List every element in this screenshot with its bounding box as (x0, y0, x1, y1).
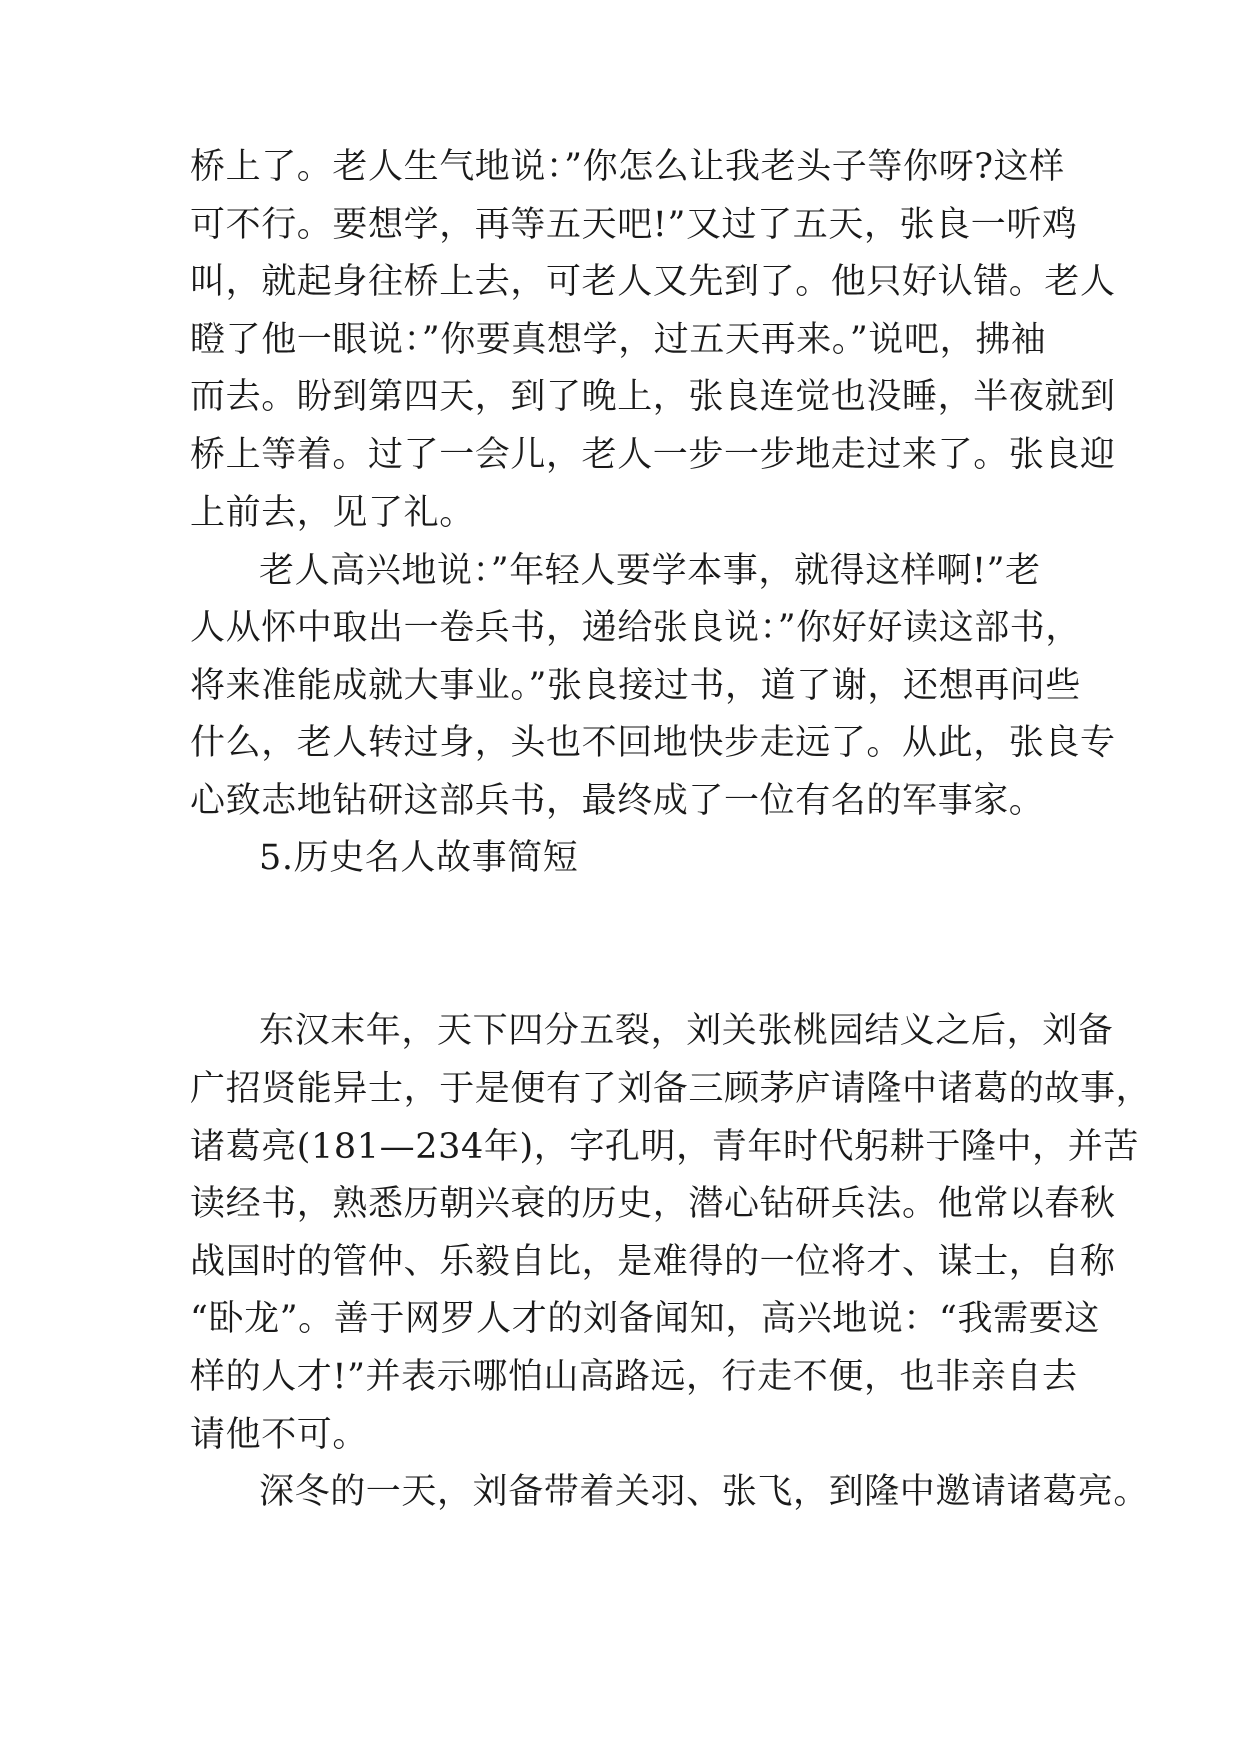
paragraph-3-line-6: “卧龙”。善于网罗人才的刘备闻知，高兴地说：“我需要这 (190, 1299, 1100, 1339)
paragraph-3-line-5: 战国时的管仲、乐毅自比，是难得的一位将才、谋士，自称 (190, 1242, 1116, 1282)
paragraph-3-line-4: 读经书，熟悉历朝兴衰的历史，潜心钻研兵法。他常以春秋 (190, 1184, 1116, 1224)
paragraph-1-line-4: 瞪了他一眼说：”你要真想学，过五天再来。”说吧，拂袖 (190, 320, 1047, 360)
paragraph-1-line-7: 上前去，见了礼。 (190, 493, 475, 533)
paragraph-1-line-5: 而去。盼到第四天，到了晚上，张良连觉也没睡，半夜就到 (190, 377, 1116, 417)
paragraph-2-line-1: 老人高兴地说：”年轻人要学本事，就得这样啊!”老 (259, 551, 1041, 591)
paragraph-2-line-2: 人从怀中取出一卷兵书，递给张良说：”你好好读这部书， (190, 608, 1081, 648)
paragraph-1-line-6: 桥上等着。过了一会儿，老人一步一步地走过来了。张良迎 (190, 435, 1116, 475)
paragraph-4-line-1: 深冬的一天，刘备带着关羽、张飞，到隆中邀请诸葛亮。 (259, 1472, 1150, 1512)
paragraph-2-line-5: 心致志地钻研这部兵书，最终成了一位有名的军事家。 (190, 781, 1045, 821)
paragraph-2-line-4: 什么，老人转过身，头也不回地快步走远了。从此，张良专 (190, 723, 1116, 763)
paragraph-1-line-3: 叫，就起身往桥上去，可老人又先到了。他只好认错。老人 (190, 262, 1116, 302)
section-heading: 5.历史名人故事简短 (259, 838, 579, 878)
paragraph-3-line-7: 样的人才!”并表示哪怕山高路远，行走不便，也非亲自去 (190, 1357, 1078, 1397)
paragraph-3-line-1: 东汉末年，天下四分五裂，刘关张桃园结义之后，刘备 (259, 1011, 1114, 1051)
paragraph-2-line-3: 将来准能成就大事业。”张良接过书，道了谢，还想再问些 (190, 666, 1081, 706)
paragraph-3-line-8: 请他不可。 (190, 1415, 369, 1455)
paragraph-1-line-2: 可不行。要想学，再等五天吧!”又过了五天，张良一听鸡 (190, 205, 1078, 245)
paragraph-3-line-3: 诸葛亮(181—234年)，字孔明，青年时代躬耕于隆中，并苦 (190, 1127, 1139, 1167)
paragraph-3-line-2: 广招贤能异士，于是便有了刘备三顾茅庐请隆中诸葛的故事， (190, 1069, 1152, 1109)
paragraph-1-line-1: 桥上了。老人生气地说：”你怎么让我老头子等你呀?这样 (190, 147, 1065, 187)
